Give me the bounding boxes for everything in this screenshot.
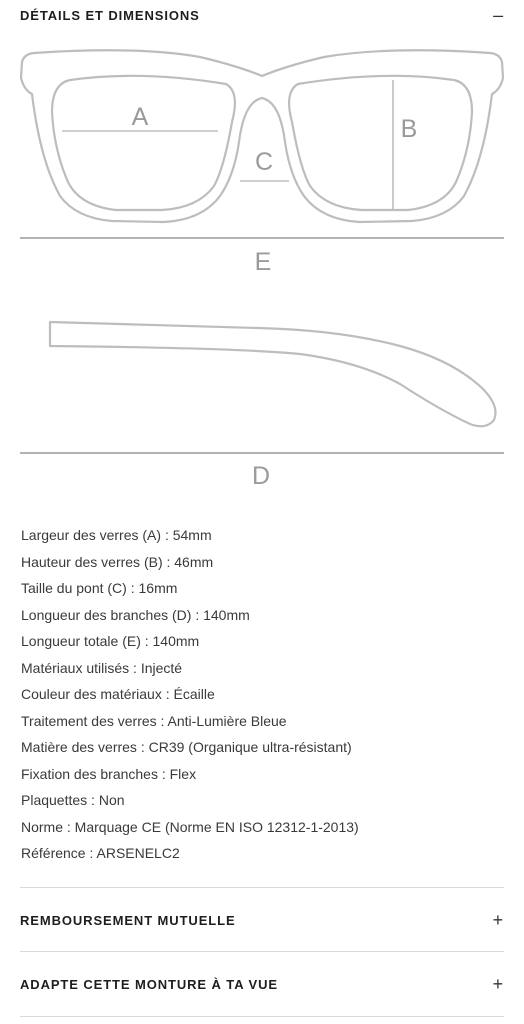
spec-item: Largeur des verres (A) : 54mm <box>21 527 212 543</box>
right-lens-outline <box>289 76 472 210</box>
remboursement-title: REMBOURSEMENT MUTUELLE <box>20 912 236 928</box>
spec-item: Matériaux utilisés : Injecté <box>21 659 183 676</box>
spec-item: Taille du pont (C) : 16mm <box>21 580 178 596</box>
temple-arm-outline <box>50 322 496 426</box>
remboursement-accordion-header[interactable] <box>20 907 504 933</box>
spec-item: Référence : ARSENELC2 <box>21 845 180 861</box>
expand-icon[interactable]: + <box>492 974 504 994</box>
spec-item: Traitement des verres : Anti-Lumière Bleue <box>21 712 287 729</box>
divider <box>20 951 504 952</box>
adapte-title: ADAPTE CETTE MONTURE À TA VUE <box>20 976 278 992</box>
details-title: DÉTAILS ET DIMENSIONS <box>20 7 200 23</box>
label-b: B <box>400 115 418 143</box>
specs-list <box>21 522 501 867</box>
spec-item: Longueur totale (E) : 140mm <box>21 633 200 649</box>
spec-item: Plaquettes : Non <box>21 792 125 808</box>
label-e: E <box>254 248 272 276</box>
spec-item: Fixation des branches : Flex <box>21 765 197 782</box>
spec-item: Couleur des matériaux : Écaille <box>21 686 215 702</box>
spec-item: Norme : Marquage CE (Norme EN ISO 12312-1-2013) <box>21 818 359 835</box>
divider <box>20 887 504 888</box>
spec-item: Matière des verres : CR39 (Organique ultra-résistant) <box>21 739 352 755</box>
collapse-icon[interactable]: – <box>493 5 504 25</box>
divider <box>20 1016 504 1017</box>
left-lens-outline <box>52 76 235 210</box>
spec-item: Hauteur des verres (B) : 46mm <box>21 553 214 570</box>
label-c: C <box>254 148 274 176</box>
dimensions-diagram <box>0 0 524 500</box>
frame-front-outline <box>21 50 503 222</box>
adapte-accordion-header[interactable] <box>20 971 504 997</box>
spec-item: Longueur des branches (D) : 140mm <box>21 606 250 623</box>
label-a: A <box>131 103 149 131</box>
expand-icon[interactable]: + <box>492 910 504 930</box>
label-d: D <box>251 462 271 490</box>
